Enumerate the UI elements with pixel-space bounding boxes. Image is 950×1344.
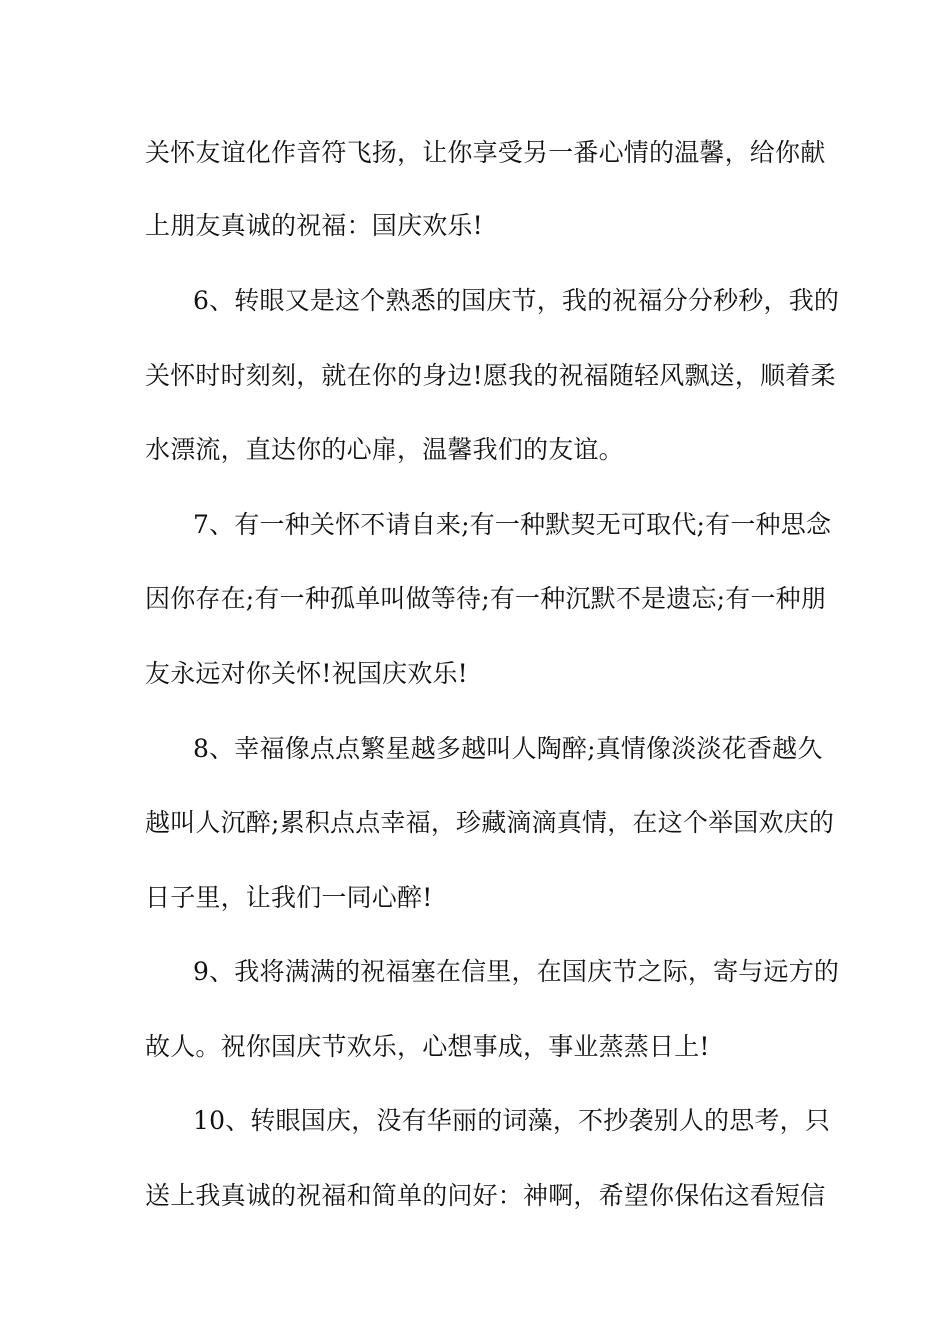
- paragraph-10-first-line: 10、转眼国庆，没有华丽的词藻，不抄袭别人的思考，只: [193, 1106, 831, 1135]
- paragraph-9-first-line: 9、我将满满的祝福塞在信里，在国庆节之际，寄与远方的: [193, 957, 840, 986]
- text-line: 故人。祝你国庆节欢乐，心想事成，事业蒸蒸日上!: [145, 1032, 710, 1061]
- text-line: 越叫人沉醉;累积点点幸福，珍藏滴滴真情，在这个举国欢庆的: [145, 808, 835, 837]
- text-line: 上朋友真诚的祝福：国庆欢乐!: [145, 211, 483, 240]
- text-line: 水漂流，直达你的心扉，温馨我们的友谊。: [145, 435, 624, 464]
- text-line: 送上我真诚的祝福和简单的问好：神啊，希望你保佑这看短信: [145, 1181, 826, 1210]
- text-line: 日子里，让我们一同心醉!: [145, 883, 433, 912]
- paragraph-7-first-line: 7、有一种关怀不请自来;有一种默契无可取代;有一种思念: [193, 510, 832, 539]
- text-line: 友永远对你关怀!祝国庆欢乐!: [145, 659, 468, 688]
- paragraph-6-first-line: 6、转眼又是这个熟悉的国庆节，我的祝福分分秒秒，我的: [193, 286, 840, 315]
- text-line: 关怀友谊化作音符飞扬，让你享受另一番心情的温馨，给你献: [145, 138, 826, 167]
- text-line: 因你存在;有一种孤单叫做等待;有一种沉默不是遗忘;有一种朋: [145, 584, 827, 613]
- text-line: 关怀时时刻刻，就在你的身边!愿我的祝福随轻风飘送，顺着柔: [145, 361, 836, 390]
- paragraph-8-first-line: 8、幸福像点点繁星越多越叫人陶醉;真情像淡淡花香越久: [193, 734, 823, 763]
